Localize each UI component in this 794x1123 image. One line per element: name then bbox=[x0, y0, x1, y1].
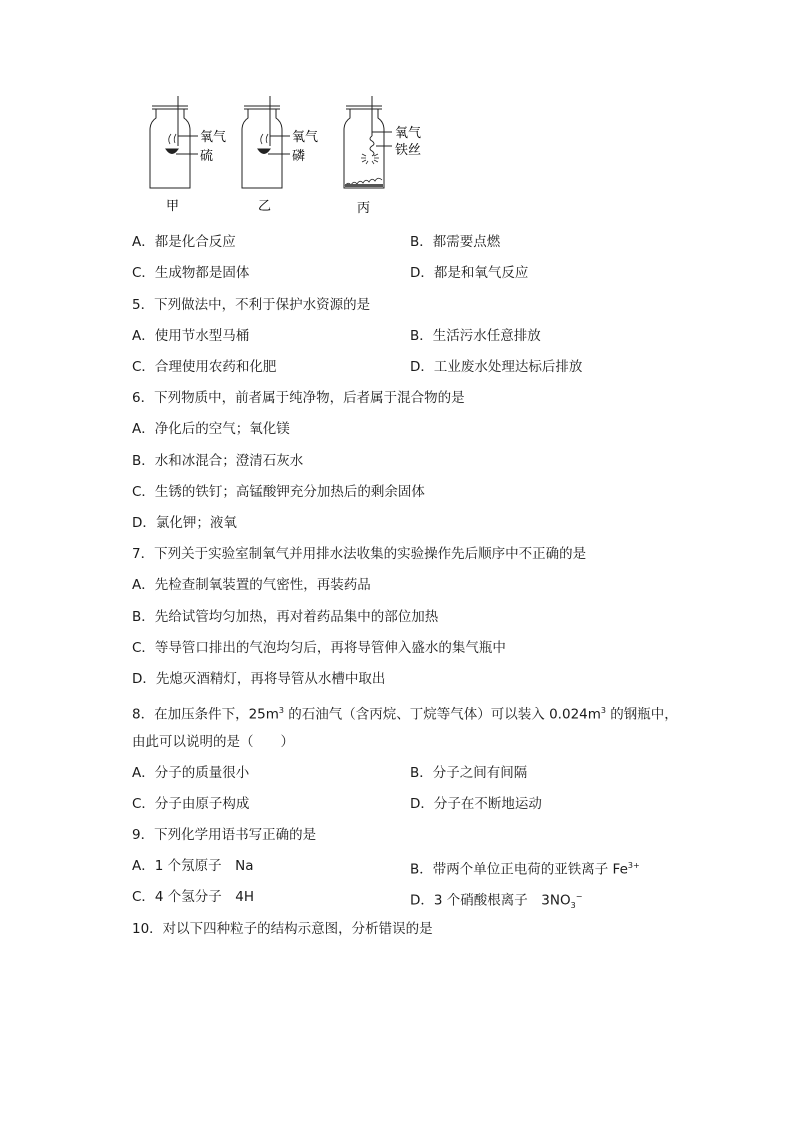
q9-stem: 9．下列化学用语书写正确的是 bbox=[132, 827, 317, 843]
oxygen-jars-figure bbox=[140, 96, 440, 220]
q9-option-b bbox=[410, 857, 640, 879]
q8-stem-sup2: 3 bbox=[600, 706, 606, 715]
q8-stem-part3: 的钢瓶中， bbox=[606, 706, 678, 723]
q8-stem-line2: 由此可以说明的是（ ） bbox=[132, 734, 294, 750]
q7-option-c: C．等导管口排出的气泡均匀后，再将导管伸入盛水的集气瓶中 bbox=[132, 640, 506, 656]
jar-jia bbox=[150, 96, 198, 188]
q9-option-b-charge: 3+ bbox=[627, 861, 640, 870]
q7-stem: 7．下列关于实验室制氧气并用排水法收集的实验操作先后顺序中不正确的是 bbox=[132, 546, 587, 562]
jar-yi-gas-label: 氧气 bbox=[292, 130, 319, 145]
q5-option-c: C．合理使用农药和化肥 bbox=[132, 359, 277, 375]
q9-option-c: C．4 个氢分子 4H bbox=[132, 889, 255, 905]
q5-option-d: D．工业废水处理达标后排放 bbox=[410, 359, 583, 375]
q6-stem: 6．下列物质中，前者属于纯净物，后者属于混合物的是 bbox=[132, 390, 465, 406]
q6-option-a: A．净化后的空气；氧化镁 bbox=[132, 421, 290, 437]
q5-option-b: B．生活污水任意排放 bbox=[410, 328, 541, 344]
q10-stem: 10．对以下四种粒子的结构示意图，分析错误的是 bbox=[132, 921, 433, 937]
q8-stem-sup1: 3 bbox=[278, 706, 285, 715]
q6-option-c: C．生锈的铁钉；高锰酸钾充分加热后的剩余固体 bbox=[132, 484, 425, 500]
q5-option-a: A．使用节水型马桶 bbox=[132, 328, 250, 344]
q4-option-c: C．生成物都是固体 bbox=[132, 265, 250, 281]
jar-bing-gas-label: 氧气 bbox=[395, 126, 422, 141]
jar-yi-substance-label: 磷 bbox=[292, 149, 306, 164]
q9-option-d bbox=[410, 888, 582, 915]
q7-option-d: D．先熄灭酒精灯，再将导管从水槽中取出 bbox=[132, 671, 386, 687]
q8-option-a: A．分子的质量很小 bbox=[132, 765, 250, 781]
q4-option-b: B．都需要点燃 bbox=[410, 234, 501, 250]
q8-stem-part1: 8．在加压条件下，25m bbox=[132, 706, 279, 723]
q5-stem: 5．下列做法中，不利于保护水资源的是 bbox=[132, 297, 371, 313]
q7-option-a: A．先检查制氧装置的气密性，再装药品 bbox=[132, 577, 371, 593]
q4-option-d: D．都是和氧气反应 bbox=[410, 265, 529, 281]
q8-stem-part2: 的石油气（含丙烷、丁烷等气体）可以装入 0.024m bbox=[284, 706, 601, 723]
jar-yi-name: 乙 bbox=[258, 199, 272, 214]
q4-option-a: A．都是化合反应 bbox=[132, 234, 236, 250]
q8-option-b: B．分子之间有间隔 bbox=[410, 765, 528, 781]
jar-jia-substance-label: 硫 bbox=[200, 149, 214, 164]
q8-stem bbox=[132, 702, 678, 724]
jar-yi bbox=[242, 96, 290, 188]
q8-option-d: D．分子在不断地运动 bbox=[410, 796, 542, 812]
q9-option-d-charge: − bbox=[575, 892, 583, 901]
jar-bing bbox=[344, 96, 392, 188]
q6-option-d: D．氯化钾；液氧 bbox=[132, 515, 237, 531]
q6-option-b: B．水和冰混合；澄清石灰水 bbox=[132, 453, 304, 469]
q9-option-d-subscript: 3 bbox=[570, 901, 576, 911]
jar-jia-gas-label: 氧气 bbox=[200, 130, 227, 145]
jar-jia-name: 甲 bbox=[166, 199, 180, 214]
q9-option-a: A．1 个氖原子 Na bbox=[132, 858, 254, 874]
q8-option-c: C．分子由原子构成 bbox=[132, 796, 250, 812]
q7-option-b: B．先给试管均匀加热，再对着药品集中的部位加热 bbox=[132, 609, 439, 625]
jar-bing-substance-label: 铁丝 bbox=[395, 143, 422, 158]
q9-option-d-text: D．3 个硝酸根离子 3NO bbox=[410, 892, 571, 909]
jar-bing-name: 丙 bbox=[357, 201, 371, 216]
q9-option-b-text: B．带两个单位正电荷的亚铁离子 Fe bbox=[410, 861, 628, 878]
